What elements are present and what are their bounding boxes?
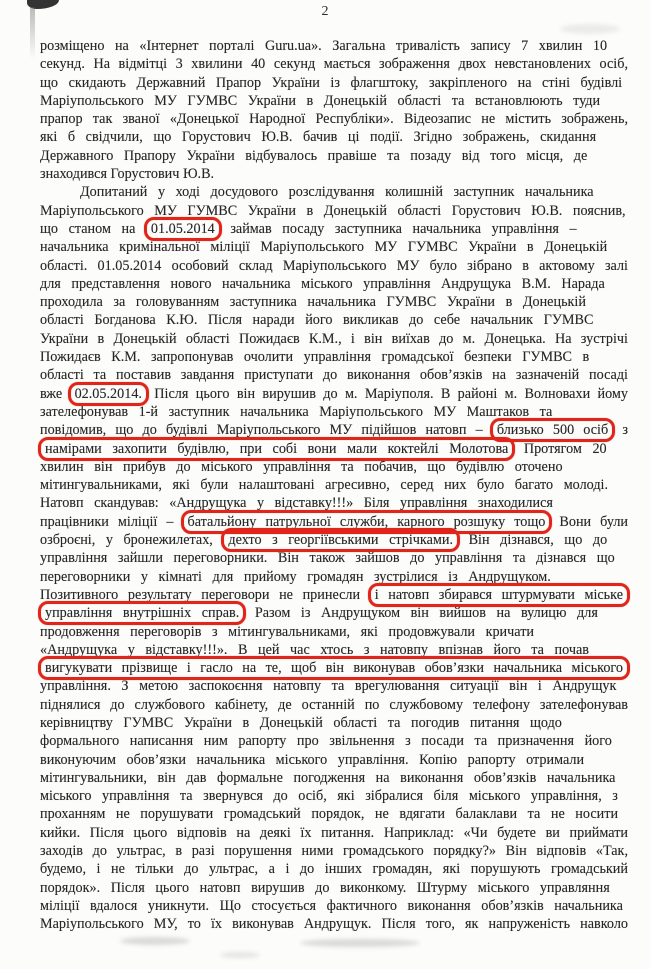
text-line — [40, 897, 628, 915]
text-segment: що станом на — [40, 220, 146, 237]
text-segment: Разом із Андрущуком він вийшов на вулицю для — [244, 605, 598, 622]
text-line — [40, 74, 628, 92]
text-segment: Маріупольського МУ, то їх виконував Андрущук. Після того, як напруженість навколо — [40, 916, 628, 933]
scan-smudge — [220, 952, 260, 958]
text-line — [40, 238, 628, 256]
red-annotation-box: дехто з георгіївськими стрічками. — [221, 528, 460, 552]
text-segment: управління. З метою заспокоєння натовпу та врегулювання ситуації він і Андрущук — [40, 678, 617, 695]
text-line — [40, 476, 628, 494]
text-segment: розміщено на «Інтернет порталі Guru.ua». Загальна тривалість запису 7 хвилин 10 — [40, 38, 608, 54]
text-segment: працівники міліції – — [40, 513, 183, 530]
text-line — [40, 92, 628, 110]
text-line — [40, 677, 628, 695]
text-segment: Після цього він вирушив до м. Маріуполя. В районі м. Волновахи йому — [146, 385, 629, 402]
text-segment: продовження переговорів з мітингувальниками, які продовжували кричати — [40, 623, 535, 640]
text-segment: Позитивного результату переговори не принесли — [40, 586, 370, 603]
text-line — [40, 165, 628, 183]
text-segment: Маріупольського МУ ГУМВС України в Донецькій області Горустович Ю.В. пояснив, — [40, 202, 626, 219]
text-line — [40, 787, 628, 805]
text-segment: виконуючим обов’язки начальника міського управління. Копію рапорту отримали — [40, 751, 585, 768]
text-segment: займав посаду заступника начальника управління – — [219, 220, 577, 237]
scan-smudge — [300, 939, 420, 947]
text-line — [40, 330, 628, 348]
text-line — [40, 55, 628, 73]
text-segment: Державного Прапору України відбувалось правіше та позаду від того місця, де — [40, 147, 588, 164]
text-segment: області та поставив завдання приступати до виконання обов’язків на зазначеній посаді — [40, 367, 628, 384]
text-segment: будемо, і не тільки до ультрас, а і до інших громадян, які порушують громадський — [40, 861, 628, 878]
text-segment: зателефонував 1-й заступник начальника Маріупольського МУ Маштаков та — [40, 403, 553, 420]
text-line — [40, 732, 628, 750]
text-line — [40, 37, 628, 55]
text-line — [40, 348, 628, 366]
text-segment: секунд. На відмітці 3 хвилини 40 секунд мається зображення двох невстановлених осіб, — [40, 56, 628, 73]
red-annotation-box: 01.05.2014 — [144, 217, 222, 241]
text-segment: переговорники у кімнаті для прийому громадян зустрілися із Андрущуком. — [40, 568, 551, 585]
text-line — [40, 202, 628, 220]
text-line — [40, 623, 628, 641]
text-segment: управління зайшли переговорники. Він також зайшов до управління та дізнався що — [40, 550, 615, 567]
text-line — [40, 696, 628, 714]
text-line — [40, 311, 628, 329]
text-line — [40, 275, 628, 293]
text-segment: заходів до ультрас, в разі порушення ними громадського порядку?» Він відповів «Так, — [40, 843, 628, 860]
text-segment: повідомив, що до будівлі Маріупольського МУ підійшов натовп – — [40, 422, 492, 439]
text-segment: знаходився Горустович Ю.В. — [40, 166, 215, 183]
text-segment: озброєні, у бронежилетах, — [40, 532, 224, 549]
text-line — [40, 824, 628, 842]
text-line — [40, 714, 628, 732]
text-segment: формального написання ним рапорту про звільнення з посади та призначення його — [40, 733, 612, 750]
text-segment: що скидають Державний Прапор України із флагштоку, закріпленого на стіні будівлі — [40, 74, 623, 91]
text-segment: Маріупольського МУ ГУМВС України в Донецькій області та встановлюють туди — [40, 92, 601, 109]
text-line — [40, 128, 628, 146]
text-segment: порядок». Після цього натовп вирушив до виконкому. Штурму міського управляння — [40, 879, 610, 896]
text-segment: мітингувальники, він дав формальне погодження на виконання обов’язків начальника — [40, 769, 616, 786]
text-line — [40, 147, 628, 165]
text-line — [40, 220, 628, 238]
document-text — [40, 37, 628, 934]
text-segment: з — [613, 422, 628, 439]
text-line — [40, 751, 628, 769]
text-line — [40, 805, 628, 823]
text-segment: міліції вдалося уникнути. Що стосується фактичного виконання обов’язків начальника — [40, 897, 623, 914]
text-segment: піднялися до службового кабінету, де останній по службовому телефону зателефонував — [40, 696, 628, 713]
text-line — [40, 915, 628, 933]
text-line — [40, 110, 628, 128]
text-segment: мітингувальниками, які були налаштовані агресивно, серед них було багато молоді. — [40, 477, 609, 494]
text-line — [40, 257, 628, 275]
text-segment: Він дізнався, що до — [458, 532, 608, 549]
text-segment: Пожидаєв К.М. запропонував очолити управління громадської безпеки ГУМВС в — [40, 349, 590, 366]
text-segment: «Андрущука у відставку!!!». В цей час хтось з натовпу впізнав його та почав — [40, 641, 589, 658]
red-annotation-box: 02.05.2014. — [68, 382, 149, 406]
text-line — [40, 860, 628, 878]
text-segment: для представлення нового начальника міського управління Андрущука В.М. Нарада — [40, 275, 605, 292]
text-segment: керівництву ГУМВС України в Донецькій області та погодив питання щодо — [40, 714, 562, 731]
text-line — [40, 293, 628, 311]
text-segment: проходила за головуванням заступника начальника ГУМВС України в Донецькій — [40, 294, 586, 311]
red-annotation-box: батальйону патрульної служби, карного розшуку тощо — [181, 510, 553, 534]
red-annotation-box: і натовп збирався штурмувати міське — [368, 583, 630, 607]
text-segment: Натовп скандував: «Андрущука у відставку!!!» Біля управління знаходилися — [40, 495, 553, 512]
text-segment: кийки. Після цього відповів на деякі їх питання. Наприклад: «Чи будете ви приймати — [40, 824, 628, 841]
scan-smudge — [560, 24, 620, 34]
text-line — [40, 440, 628, 458]
text-segment: України в Донецькій області Пожидаєв К.М., і він виїхав до м. Донецька. На зустрічі — [40, 330, 628, 347]
text-line — [40, 769, 628, 787]
text-segment: області. 01.05.2014 особовий склад Маріупольського МУ було зібрано в актовому залі — [40, 257, 628, 274]
text-line — [40, 183, 628, 201]
text-segment: міського управління та звернувся до осіб, які зібралися біля міського управління, з — [40, 788, 618, 805]
text-segment: Протягом 20 — [513, 440, 607, 457]
page-number: 2 — [321, 4, 329, 19]
text-segment: які б свідчили, що Горустович Ю.В. бачив ці події. Згідно зображень, скидання — [40, 129, 597, 146]
text-segment: Вони були — [550, 513, 629, 530]
scan-smudge — [120, 937, 190, 945]
text-line — [40, 549, 628, 567]
red-annotation-box: вигукувати прізвище і гасло на те, щоб він виконував обов’язки начальника міського — [38, 656, 630, 680]
text-segment: начальника кримінальної міліції Маріупольського МУ ГУМВС України в Донецькій — [40, 239, 608, 256]
text-line — [40, 659, 628, 677]
text-segment: проханням не порушувати громадський порядок, не вдягати балаклави та не носити — [40, 806, 619, 823]
red-annotation-box: управління внутрішніх справ. — [38, 601, 246, 625]
text-line — [40, 385, 628, 403]
red-annotation-box: близько 500 осіб — [490, 418, 615, 442]
text-segment: вже — [40, 385, 70, 402]
text-segment: прапор так званої «Донецької Народної Республіки». Відеозапис не містить зображень, — [40, 111, 628, 128]
text-segment: області Богданова К.Ю. Після наради його викликав до себе начальник ГУМВС — [40, 312, 594, 329]
text-segment: хвилин він прибув до міського управління та побачив, що будівлю оточено — [40, 458, 563, 475]
red-annotation-box: намірами захопити будівлю, при собі вони мали коктейлі Молотова — [38, 437, 515, 461]
text-line — [40, 842, 628, 860]
text-segment: Допитаний у ході досудового розслідування колишній заступник начальника — [80, 184, 594, 201]
text-line — [40, 879, 628, 897]
